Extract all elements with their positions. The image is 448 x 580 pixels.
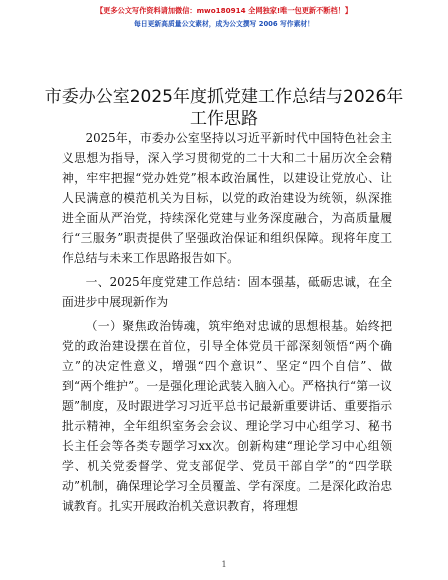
intro-paragraph: 2025年，市委办公室坚持以习近平新时代中国特色社会主义思想为指导，深入学习贯彻党的二十大和二十届历次全会精神，牢牢把握“党办姓党”根本政治属性，以建设让党放心、让人民满意的模范机关为目标，以党的政治建设为统领，纵深推进全面从严治党，持续深化党建与业务深度融合，为高质量履行“三服务”职责提供了坚强政治保证和组织保障。现将年度工作总结与未来工作思路报告如下。 bbox=[62, 131, 392, 265]
section-heading: 一、2025年度党建工作总结：固本强基，砥砺忠诚，在全面进步中展现新作为 bbox=[62, 275, 392, 309]
promo-banner-line-1: 【更多公文写作资料请加微信：mwo180914 全网独家!唯一包更新不断档！】 bbox=[95, 6, 353, 15]
page-number: 1 bbox=[221, 560, 227, 569]
promo-banner-line-2: 每日更新高质量公文素材，成为公文撰写 2006 写作素材！ bbox=[134, 20, 314, 28]
document-title: 市委办公室2025年度抓党建工作总结与2026年工作思路 bbox=[44, 87, 404, 129]
subsection-paragraph: （一）聚焦政治铸魂，筑牢绝对忠诚的思想根基。始终把党的政治建设摆在首位，引导全体党员干部深刻领悟“两个确立”的决定性意义，增强“四个意识”、坚定“四个自信”、做到“两个维护”。一是强化理论武装入脑入心。严格执行“第一议题”制度，及时跟进学习习近平总书记最新重要讲话、重要指示批示精神，全年组织室务会会议、理论学习中心组学习、秘书长主任会等各类专题学习xx次。创新构建“理论学习中心组领学、机关党委督学、党支部促学、党员干部自学”的“四学联动”机制，确保理论学习全员覆盖、学有深度。二是深化政治忠诚教育。扎实开展政治机关意识教育，将理想 bbox=[62, 319, 392, 513]
document-body bbox=[62, 128, 392, 516]
promo-banner bbox=[0, 6, 448, 30]
